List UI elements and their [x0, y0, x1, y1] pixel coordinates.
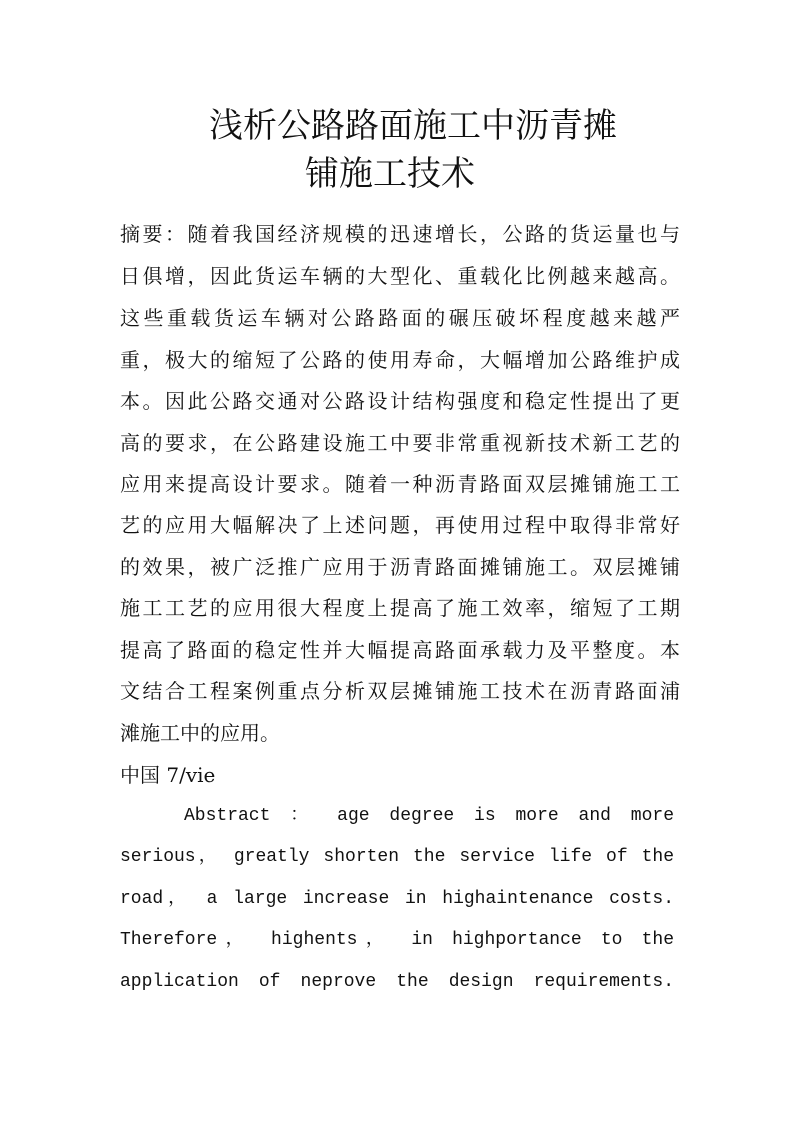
abstract-cn-line: 高的要求，在公路建设施工中要非常重视新技术新工艺的: [120, 431, 680, 455]
abstract-cn-line: 日俱增，因此货运车辆的大型化、重载化比例越来越高。: [120, 264, 680, 288]
abstract-cn-line: 应用来提高设计要求。随着一种沥青路面双层摊铺施工工: [120, 472, 680, 496]
abstract-en-line: application of neprove the design requirements.: [120, 972, 674, 992]
abstract-cn-line: 艺的应用大幅解决了上述问题，再使用过程中取得非常好: [120, 513, 680, 537]
abstract-cn-line: 文结合工程案例重点分析双层摊铺施工技术在沥青路面浦: [120, 679, 680, 703]
abstract-cn-line: 这些重载货运车辆对公路路面的碾压破坏程度越来越严: [120, 306, 680, 330]
title-line-1: 浅析公路路面施工中沥青摊: [209, 106, 617, 146]
abstract-cn-line: 提高了路面的稳定性并大幅提高路面承载力及平整度。本: [120, 638, 680, 662]
abstract-cn-line: 施工工艺的应用很大程度上提高了施工效率，缩短了工期: [120, 596, 680, 620]
abstract-cn-line: 滩施工中的应用。: [120, 721, 280, 745]
abstract-en-line: Therefore， highents， in highportance to the: [120, 930, 674, 950]
abstract-cn-line: 摘要：随着我国经济规模的迅速增长，公路的货运量也与: [120, 222, 680, 246]
abstract-en-line: Abstract ： age degree is more and more: [184, 806, 674, 826]
title-line-2: 铺施工技术: [305, 154, 475, 194]
abstract-cn-line: 重，极大的缩短了公路的使用寿命，大幅增加公路维护成: [120, 348, 680, 372]
abstract-en-line: road， a large increase in highaintenance costs.: [120, 889, 674, 909]
abstract-cn-line: 本。因此公路交通对公路设计结构强度和稳定性提出了更: [120, 389, 680, 413]
abstract-cn-line: 的效果，被广泛推广应用于沥青路面摊铺施工。双层摊铺: [120, 555, 680, 579]
abstract-en-line: serious， greatly shorten the service life of the: [120, 847, 674, 867]
keywords-line: 中国 7/vie: [120, 763, 216, 787]
